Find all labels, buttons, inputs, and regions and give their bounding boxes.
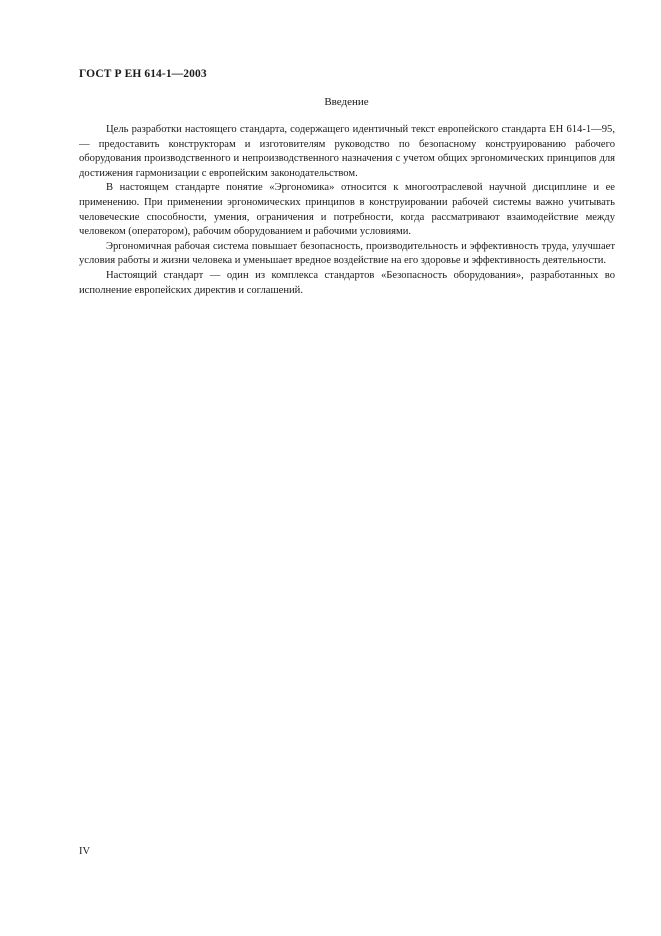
paragraph-ergonomics-definition: В настоящем стандарте понятие «Эргономика» относится к многоотраслевой научной дисциплине и ее применению. При применении эргономических принципов в конструировании рабочей системы важно учитывать человеческие способности, умения, ограничения и потребности, когда рассматривают взаимодействие между человеком (оператором), рабочим оборудованием и рабочими условиями. [79, 182, 615, 238]
paragraph-ergonomic-system: Эргономичная рабочая система повышает безопасность, производительность и эффективность труда, улучшает условия работы и жизни человека и уменьшает вредное воздействие на его здоровье и эффективность деятельности. [79, 240, 615, 267]
section-title: Введение [324, 96, 369, 108]
document-code: ГОСТ Р ЕН 614-1—2003 [79, 68, 207, 80]
paragraph-standards-series: Настоящий стандарт — один из комплекса стандартов «Безопасность оборудования», разработанных во исполнение европейских директив и соглашений. [79, 269, 615, 296]
page-number: IV [79, 846, 91, 857]
section-title-container [0, 96, 661, 108]
introduction-body [79, 123, 615, 298]
paragraph-purpose: Цель разработки настоящего стандарта, содержащего идентичный текст европейского стандарта ЕН 614-1—95, — предоставить конструкторам и изготовителям руководство по безопасному конструированию рабочего оборудования производственного и непроизводственного назначения с учетом общих эргономических принципов для достижения гармонизации с европейским законодательством. [79, 124, 615, 179]
